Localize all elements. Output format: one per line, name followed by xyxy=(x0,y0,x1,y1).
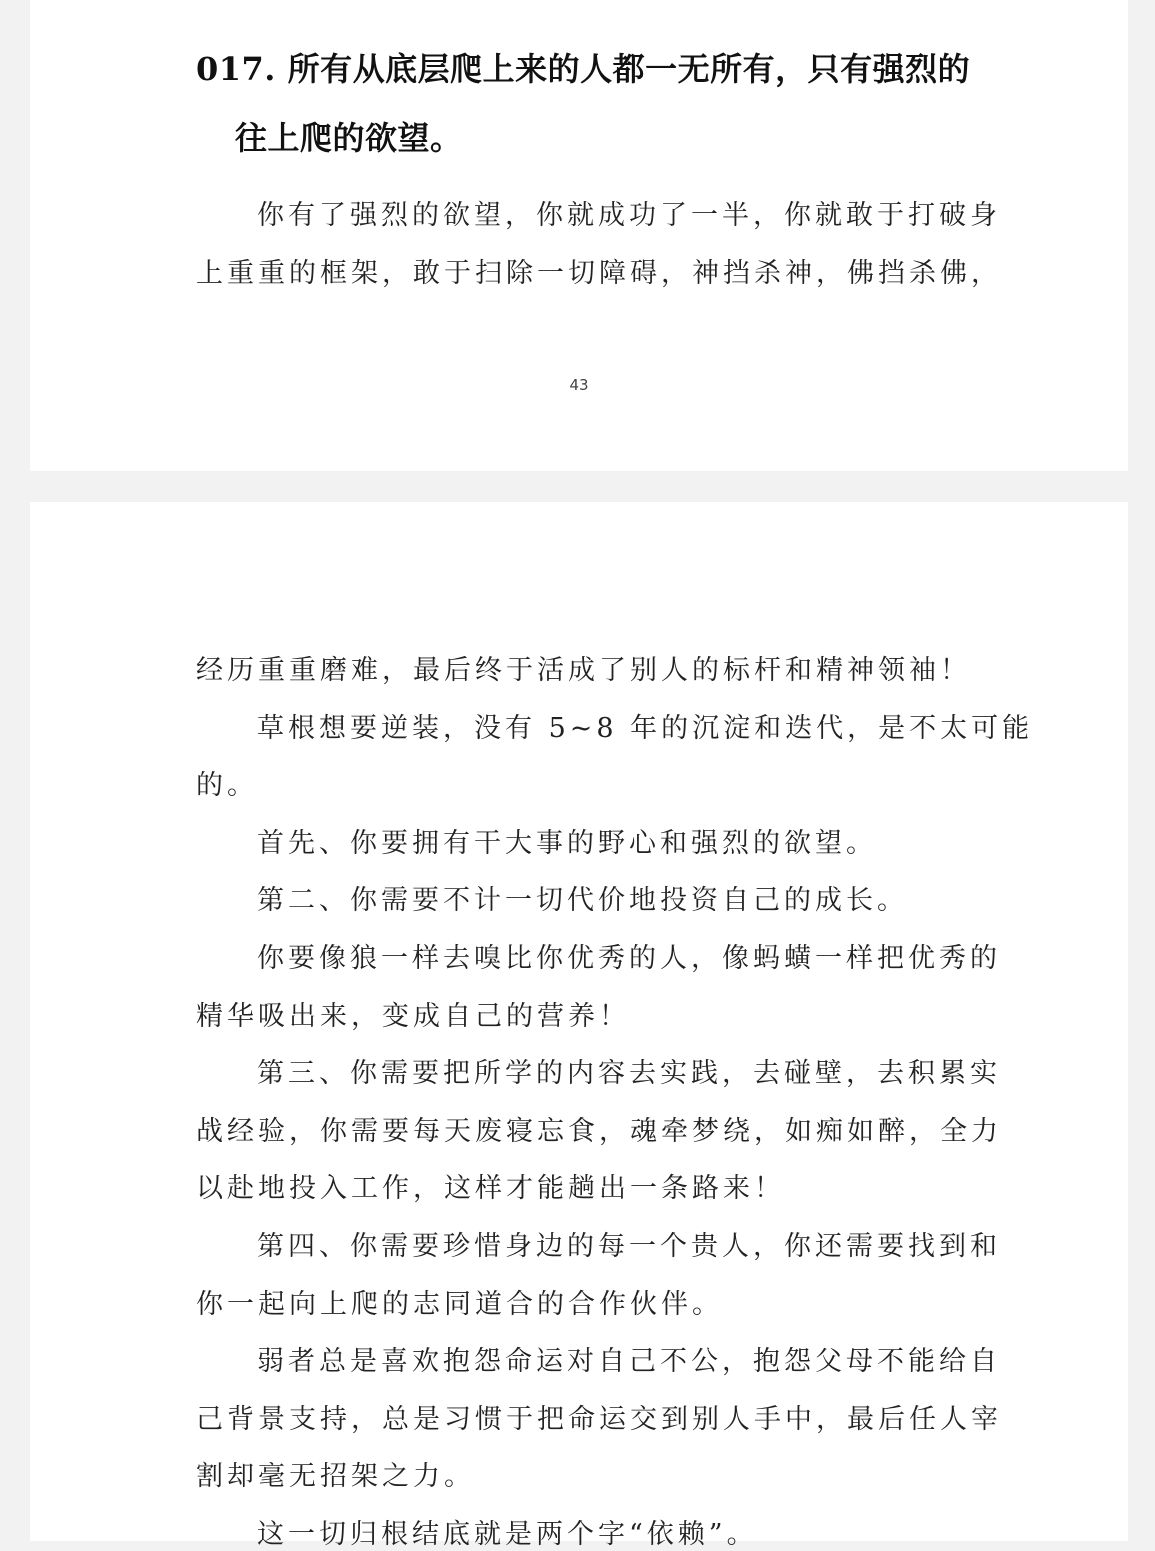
paragraph-line: 这一切归根结底就是两个字“依赖”。 xyxy=(257,1519,758,1550)
paragraph-line: 经历重重磨难，最后终于活成了别人的标杆和精神领袖！ xyxy=(196,655,971,686)
paragraph-line: 你有了强烈的欲望，你就成功了一半，你就敢于打破身 xyxy=(257,200,1001,231)
paragraph-line: 割却毫无招架之力。 xyxy=(196,1461,475,1492)
paragraph-line: 你一起向上爬的志同道合的合作伙伴。 xyxy=(196,1289,723,1320)
paragraph-line: 己背景支持，总是习惯于把命运交到别人手中，最后任人宰 xyxy=(196,1404,1002,1435)
section-heading-line-1 xyxy=(196,44,970,90)
paragraph-line: 弱者总是喜欢抱怨命运对自己不公，抱怨父母不能给自 xyxy=(257,1346,1001,1377)
section-number: 017. xyxy=(196,50,276,88)
paragraph-line: 第四、你需要珍惜身边的每一个贵人，你还需要找到和 xyxy=(257,1231,1001,1262)
section-heading-line-2: 往上爬的欲望。 xyxy=(235,119,463,157)
page-number: 43 xyxy=(569,376,589,394)
paragraph-line: 以赴地投入工作，这样才能趟出一条路来！ xyxy=(196,1173,785,1204)
paragraph-line: 草根想要逆装，没有 5~8 年的沉淀和迭代，是不太可能 xyxy=(257,713,1034,744)
paragraph-line: 你要像狼一样去嗅比你优秀的人，像蚂蟥一样把优秀的 xyxy=(257,943,1001,974)
document-page-44 xyxy=(30,502,1128,1550)
paragraph-line: 战经验，你需要每天废寝忘食，魂牵梦绕，如痴如醉，全力 xyxy=(196,1116,1002,1147)
section-title-part-1: 所有从底层爬上来的人都一无所有，只有强烈的 xyxy=(287,50,971,88)
paragraph-line: 精华吸出来，变成自己的营养！ xyxy=(196,1001,630,1032)
paragraph-line: 首先、你要拥有干大事的野心和强烈的欲望。 xyxy=(257,828,877,859)
paragraph-line: 的。 xyxy=(196,770,258,801)
document-page-43 xyxy=(30,0,1128,471)
paragraph-line: 第三、你需要把所学的内容去实践，去碰壁，去积累实 xyxy=(257,1058,1001,1089)
paragraph-line: 第二、你需要不计一切代价地投资自己的成长。 xyxy=(257,885,908,916)
paragraph-line: 上重重的框架，敢于扫除一切障碍，神挡杀神，佛挡杀佛， xyxy=(196,258,1002,289)
